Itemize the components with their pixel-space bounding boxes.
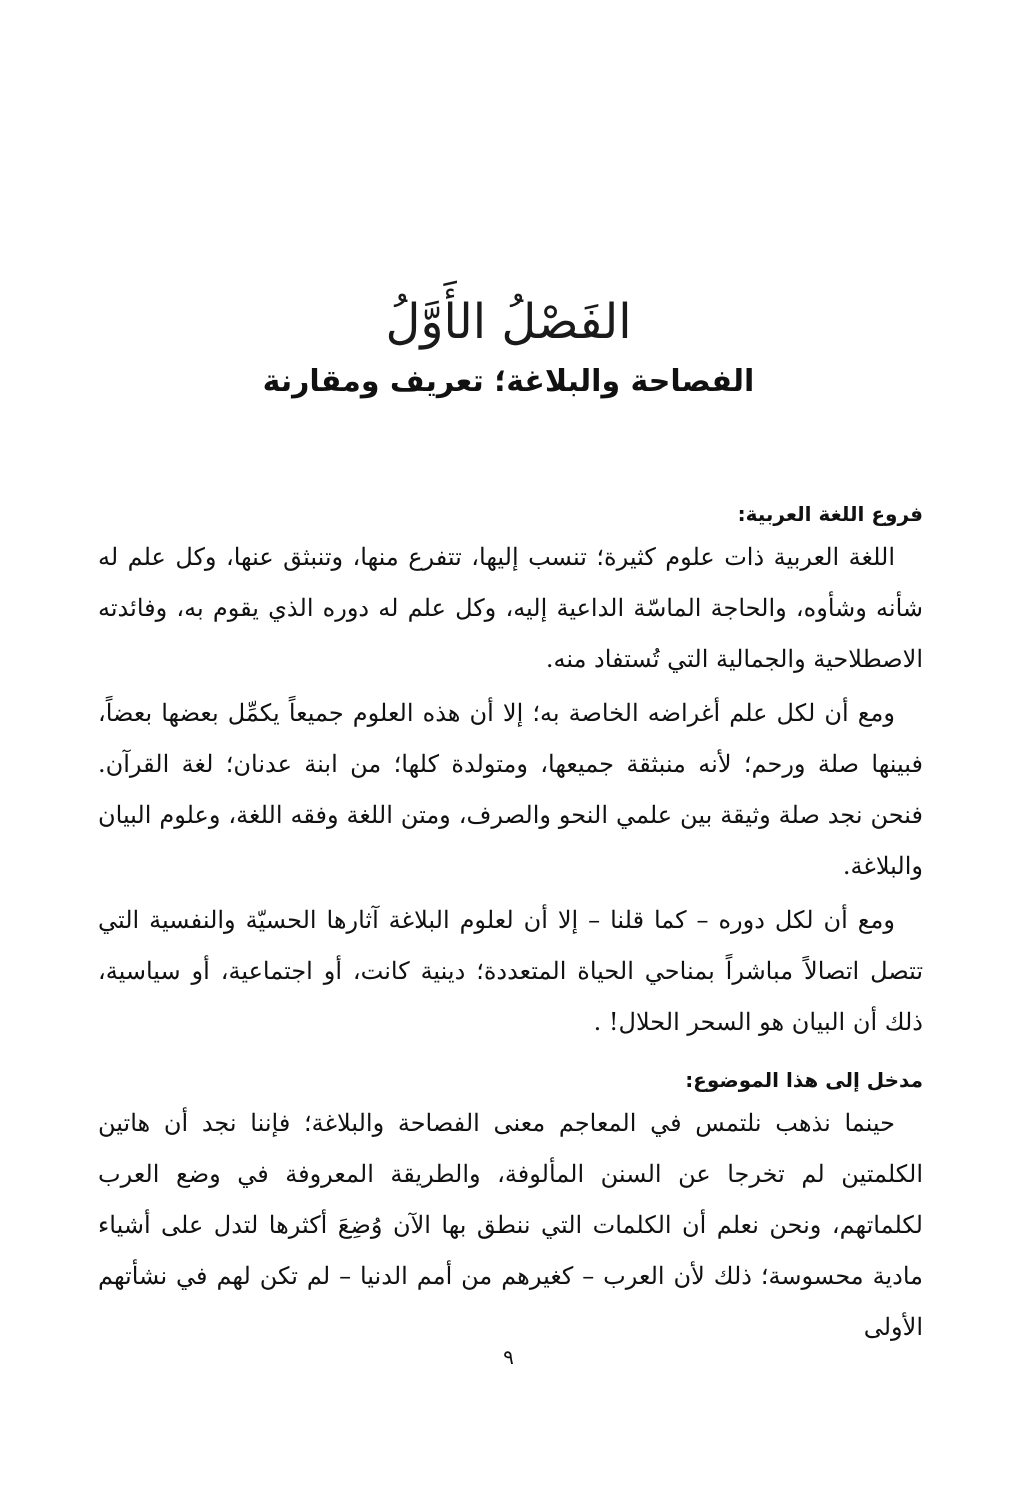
chapter-title: الفصاحة والبلاغة؛ تعريف ومقارنة — [262, 364, 755, 399]
paragraph: حينما نذهب نلتمس في المعاجم معنى الفصاحة والبلاغة؛ فإننا نجد أن هاتين الكلمتين لم تخرجا عن السنن المألوفة، والطريقة المعروفة في وضع العرب لكلماتهم، ونحن نعلم أن الكلمات التي ننطق بها الآن وُضِعَ أكثرها لتدل على أشياء مادية محسوسة؛ ذلك لأن العرب – كغيرهم من أمم الدنيا – لم تكن لهم في نشأتهم الأولى — [98, 1109, 923, 1341]
paragraph: اللغة العربية ذات علوم كثيرة؛ تنسب إليها، تتفرع منها، وتنبثق عنها، وكل علم له شأنه وشأوه، والحاجة الماسّة الداعية إليه، وكل علم له دوره الذي يقوم به، وفائدته الاصطلاحية والجمالية التي تُستفاد منه. — [98, 543, 923, 673]
paragraph: ومع أن لكل علم أغراضه الخاصة به؛ إلا أن هذه العلوم جميعاً يكمِّل بعضها بعضاً، فبينها صلة ورحم؛ لأنه منبثقة جميعها، ومتولدة كلها؛ من ابنة عدنان؛ لغة القرآن. فنحن نجد صلة وثيقة بين علمي النحو والصرف، ومتن اللغة وفقه اللغة، وعلوم البيان والبلاغة. — [98, 699, 923, 880]
page-number: ٩ — [503, 1345, 514, 1369]
page-body — [98, 496, 923, 1356]
section-heading-branches-of-arabic: فروع اللغة العربية: — [737, 502, 923, 526]
section-heading-introduction: مدخل إلى هذا الموضوع: — [685, 1068, 923, 1092]
paragraph: ومع أن لكل دوره – كما قلنا – إلا أن لعلوم البلاغة آثارها الحسيّة والنفسية التي تتصل اتصالاً مباشراً بمناحي الحياة المتعددة؛ دينية كانت، أو اجتماعية، أو سياسية، ذلك أن البيان هو السحر الحلال! . — [98, 906, 923, 1036]
chapter-label: الفَصْلُ الأَوَّلُ — [385, 294, 632, 350]
